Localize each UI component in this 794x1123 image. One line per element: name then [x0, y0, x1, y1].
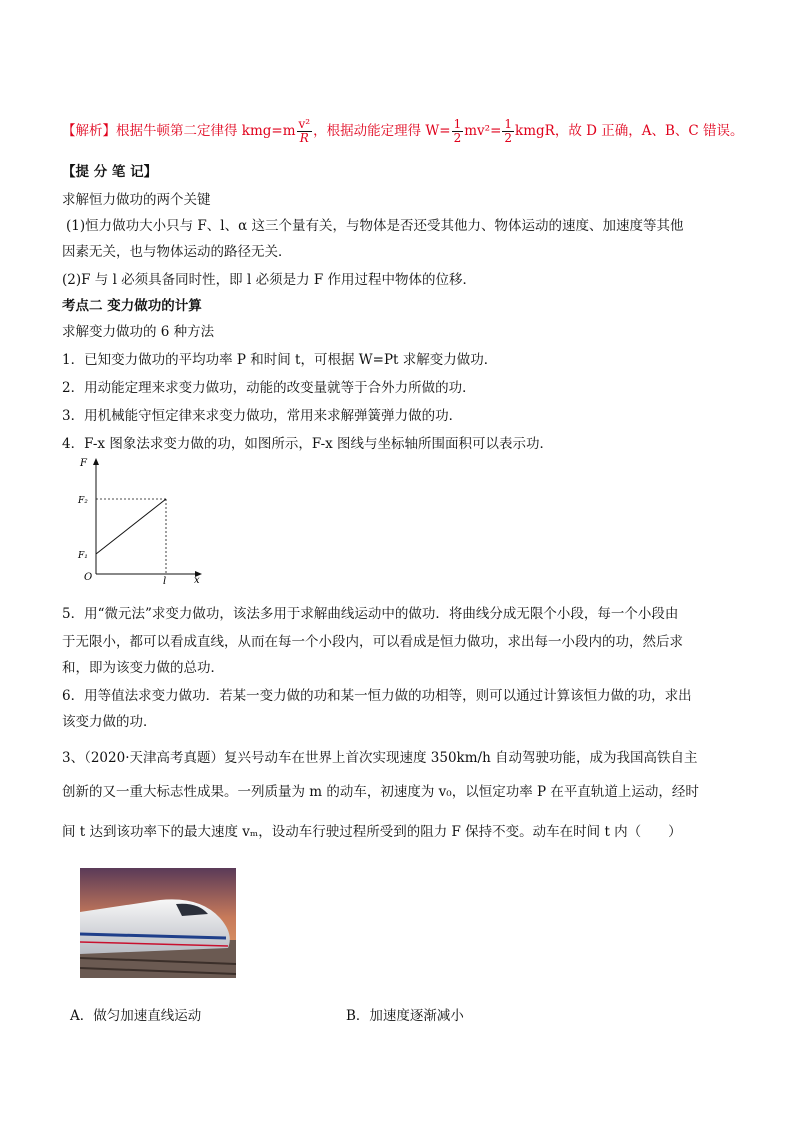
y-axis-arrow [93, 458, 99, 465]
section-heading: 考点二 变力做功的计算 [62, 298, 202, 314]
f2-label: F₂ [78, 496, 88, 506]
notes-point-1a: (1)恒力做功大小只与 F、l、α 这三个量有关，与物体是否还受其他力、物体运动的速度、加速度等其他 [66, 218, 684, 234]
f1-label: F₁ [78, 551, 88, 561]
y-axis-label: F [80, 458, 87, 469]
question-line-2: 创新的又一重大标志性成果。一列质量为 m 的动车，初速度为 v₀，以恒定功率 P 在平直轨道上运动，经时 [62, 784, 699, 800]
x-axis-label: x [194, 575, 200, 586]
f-x-line [96, 499, 166, 554]
analysis-tag: 【解析】 [62, 123, 116, 139]
notes-point-1b: 因素无关，也与物体运动的路径无关． [62, 244, 292, 260]
fraction-half-1: $\frac{1}{2}$ [453, 117, 462, 145]
fraction-v2-over-r: $\frac{\text{v²}}{R}$ [298, 117, 311, 145]
analysis-text-4: kmgR，故 D 正确，A、B、C 错误。 [515, 123, 744, 139]
notes-title: 求解恒力做功的两个关键 [62, 192, 211, 208]
l-label: l [163, 576, 167, 587]
question-line-1: 3、（2020·天津高考真题）复兴号动车在世界上首次实现速度 350km/h 自动驾驶功能，成为我国高铁自主 [62, 750, 698, 766]
method-3: 3．用机械能守恒定律来求变力做功，常用来求解弹簧弹力做的功． [62, 408, 463, 424]
method-4: 4．F-x 图象法求变力做的功，如图所示，F-x 图线与坐标轴所围面积可以表示功． [62, 436, 554, 452]
question-line-3: 间 t 达到该功率下的最大速度 vₘ，设动车行驶过程所受到的阻力 F 保持不变。动车在时间 t 内（ ） [62, 824, 682, 840]
section-subtitle: 求解变力做功的 6 种方法 [62, 324, 215, 340]
method-5a: 5．用“微元法”求变力做功，该法多用于求解曲线运动中的做功．将曲线分成无限个小段，每一个小段由 [62, 606, 679, 622]
f-x-graph [70, 452, 210, 590]
method-5b: 于无限小，都可以看成直线，从而在每一个小段内，可以看成是恒力做功，求出每一小段内的功，然后求 [62, 634, 683, 650]
fraction-half-2: $\frac{1}{2}$ [504, 117, 513, 145]
analysis-text-3: mv²= [464, 123, 502, 139]
option-b[interactable]: B．加速度逐渐减小 [346, 1008, 464, 1024]
analysis-text-1: 根据牛顿第二定律得 kmg=m [116, 123, 296, 139]
option-a[interactable]: A．做匀加速直线运动 [70, 1008, 202, 1024]
train-photo [80, 868, 236, 978]
analysis-line [62, 118, 744, 145]
notes-heading: 【提 分 笔 记】 [62, 164, 158, 180]
analysis-text-2: ，根据动能定理得 W= [313, 123, 451, 139]
origin-label: O [84, 572, 93, 583]
method-6b: 该变力做的功． [62, 714, 157, 730]
method-2: 2．用动能定理来求变力做功，动能的改变量就等于合外力所做的功． [62, 380, 476, 396]
notes-point-2: (2)F 与 l 必须具备同时性，即 l 必须是力 F 作用过程中物体的位移． [62, 272, 477, 288]
method-1: 1．已知变力做功的平均功率 P 和时间 t，可根据 W=Pt 求解变力做功． [62, 352, 498, 368]
method-6a: 6．用等值法求变力做功．若某一变力做的功和某一恒力做的功相等，则可以通过计算该恒力做的功，求出 [62, 688, 692, 704]
method-5c: 和，即为该变力做的总功． [62, 660, 224, 676]
